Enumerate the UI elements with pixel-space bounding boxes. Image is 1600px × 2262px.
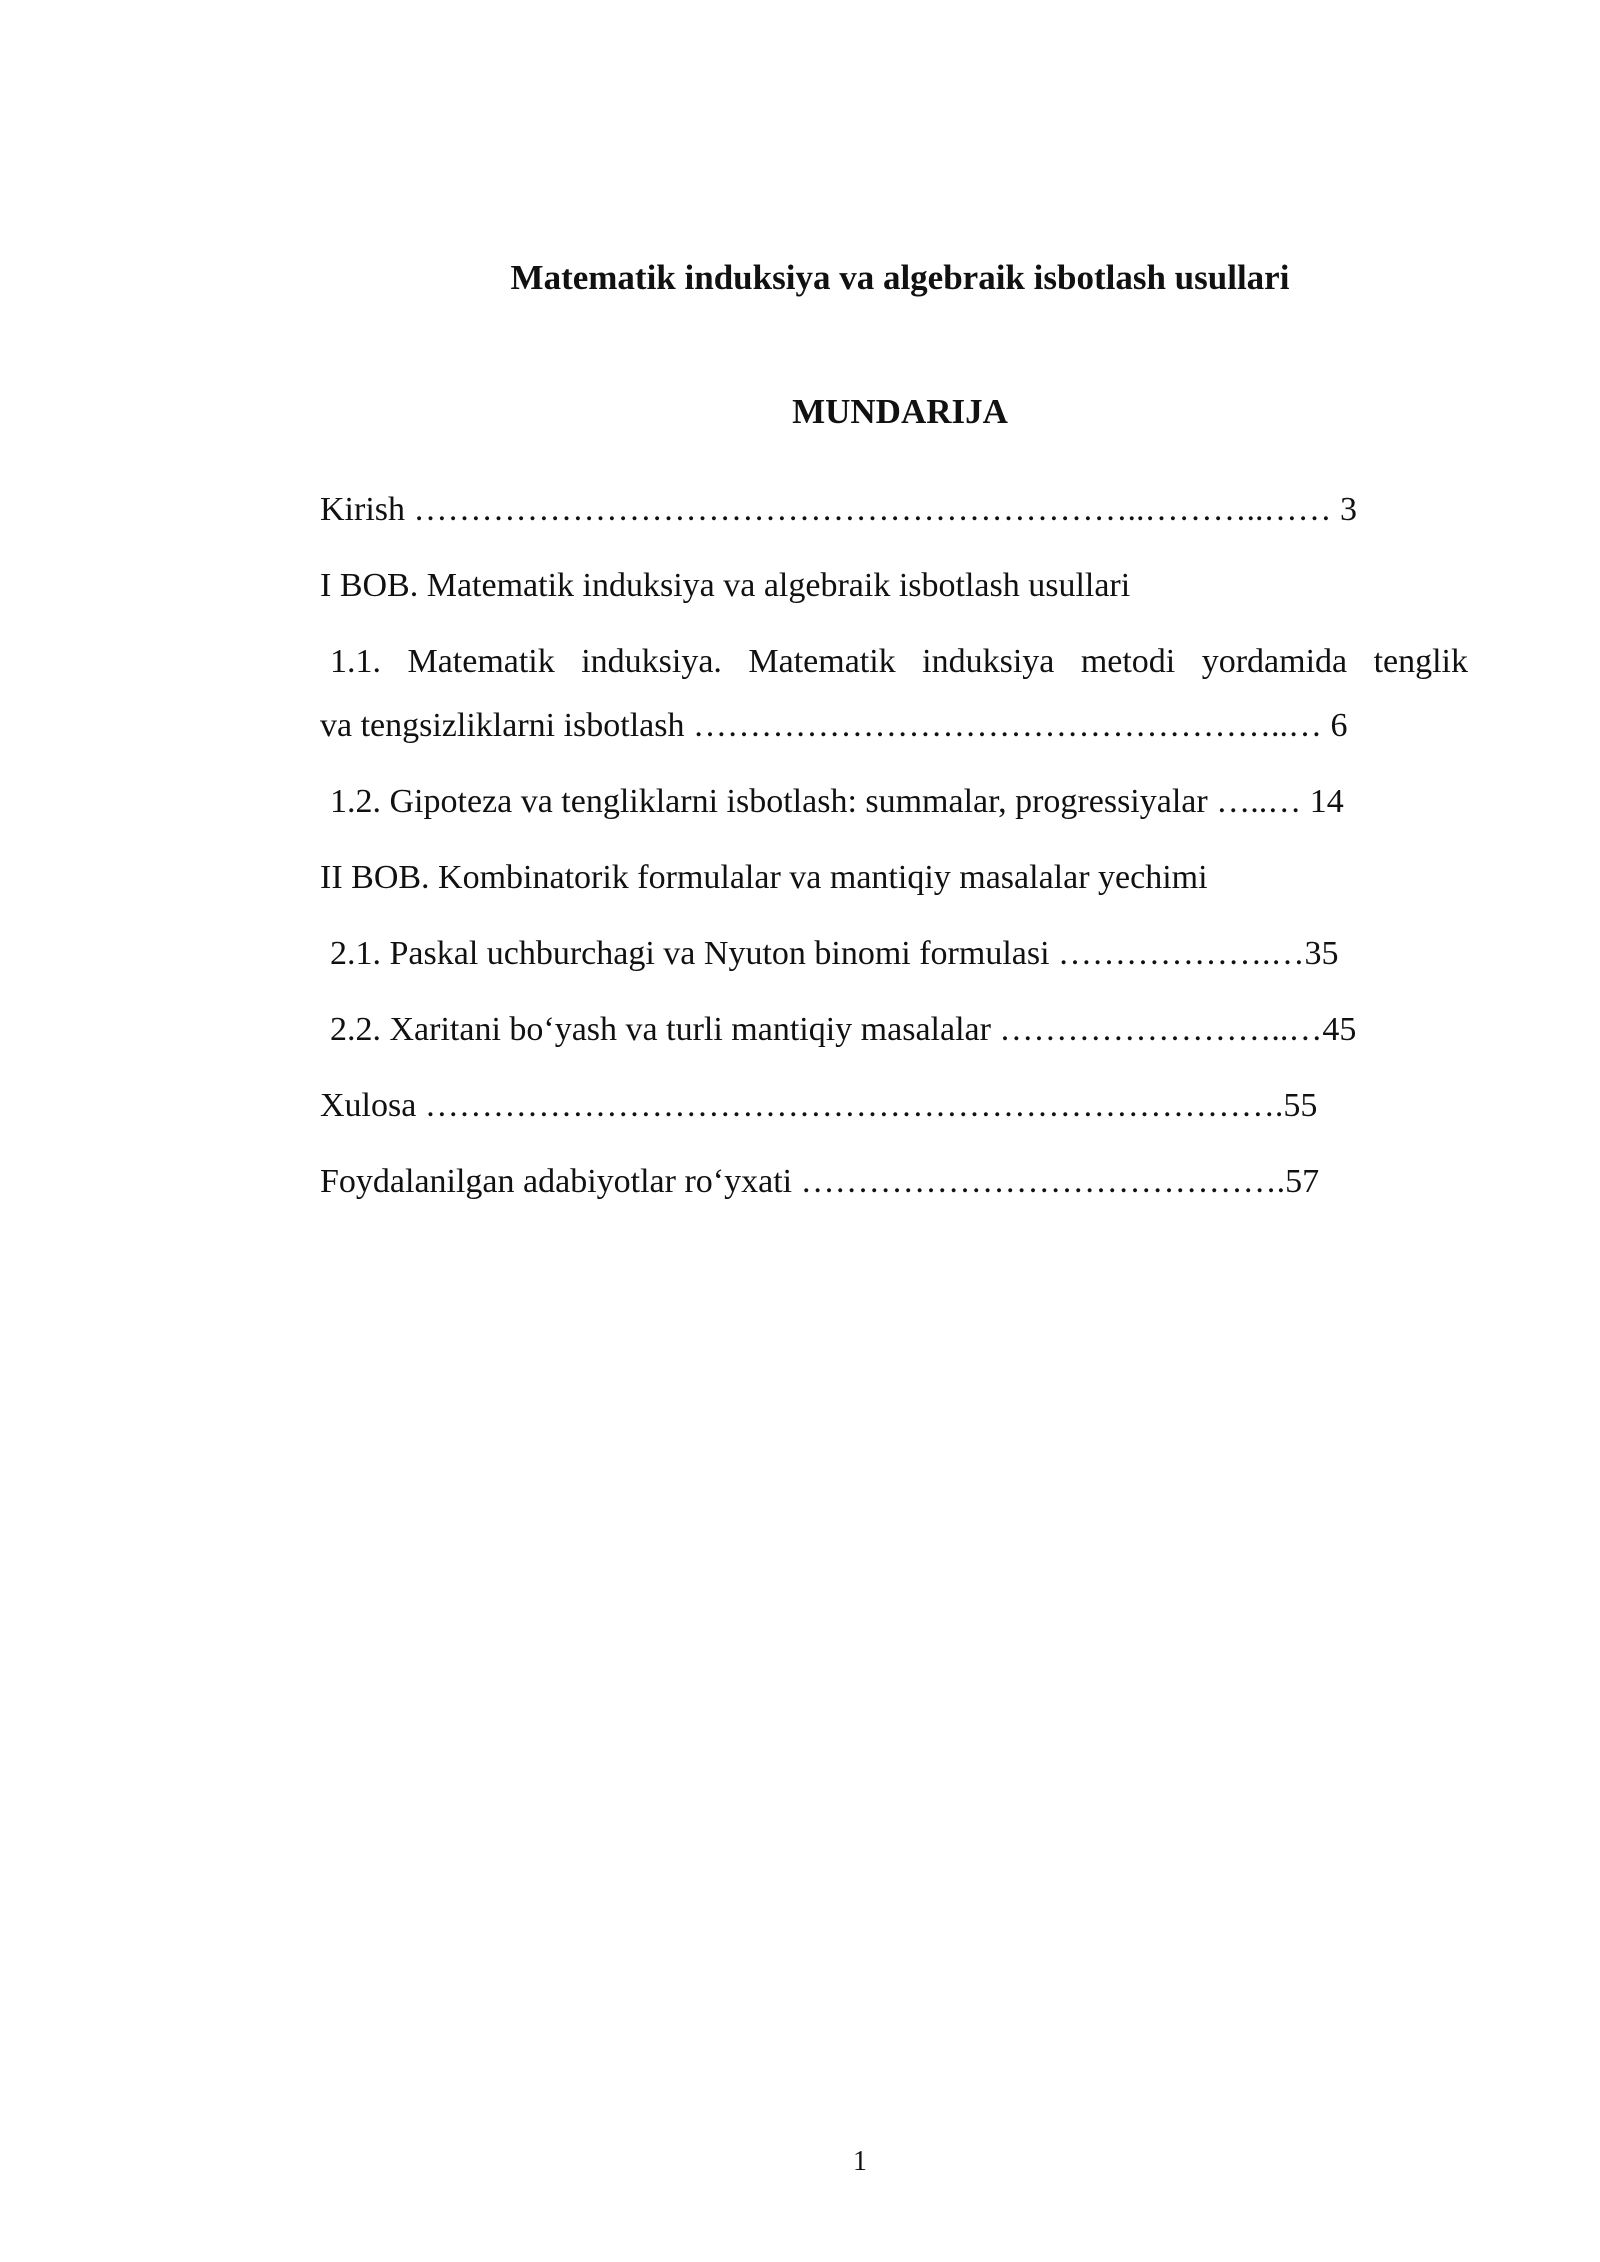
toc-entry-section-1-1-continued: va tengsizliklarni isbotlash ……………………………………………..… 6 [320, 707, 1348, 744]
toc-entry-section-1-1: 1.1. Matematik induksiya. Matematik induksiya metodi yordamida tenglik [330, 643, 1468, 680]
toc-entry-section-1-2: 1.2. Gipoteza va tengliklarni isbotlash: summalar, progressiyalar …..… 14 [330, 783, 1344, 820]
toc-entry-chapter-1: I BOB. Matematik induksiya va algebraik isbotlash usullari [320, 567, 1131, 604]
toc-entry-section-2-2: 2.2. Xaritani bo‘yash va turli mantiqiy masalalar ……………………..…45 [330, 1011, 1357, 1048]
toc-entry-bibliography: Foydalanilgan adabiyotlar ro‘yxati …………………………………….57 [320, 1163, 1320, 1200]
toc-entry-xulosa: Xulosa ………………………………………………………………….55 [320, 1087, 1318, 1124]
toc-entry-section-2-1: 2.1. Paskal uchburchagi va Nyuton binomi formulasi ……………….…35 [330, 935, 1339, 972]
document-title: Matematik induksiya va algebraik isbotlash usullari [510, 258, 1290, 297]
page-number: 1 [853, 2146, 867, 2177]
toc-entry-chapter-2: II BOB. Kombinatorik formulalar va mantiqiy masalalar yechimi [320, 859, 1208, 896]
toc-heading: MUNDARIJA [792, 392, 1008, 431]
toc-entry-kirish: Kirish ………………………………………………………..………..…… 3 [320, 491, 1357, 528]
